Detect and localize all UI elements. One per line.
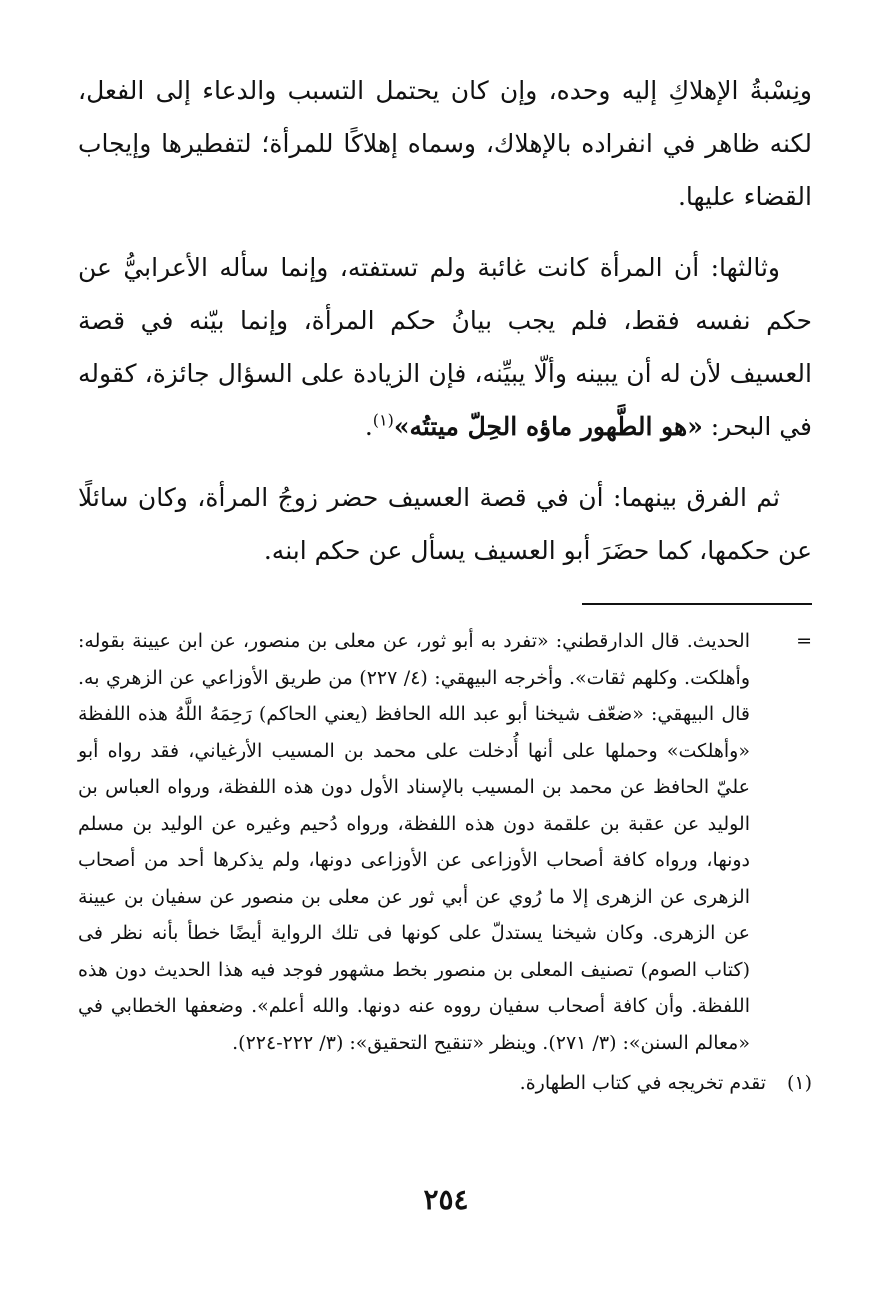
paragraph-3-text: ثم الفرق بينهما: أن في قصة العسيف حضر زوجُ المرأة، وكان سائلًا عن حكمها، كما حضَرَ أبو العسيف يسأل عن حكم ابنه.	[78, 483, 812, 565]
paragraph-1-text: ونِسْبةُ الإهلاكِ إليه وحده، وإن كان يحتمل التسبب والدعاء إلى الفعل، لكنه ظاهر في انفراده بالإهلاك، وسماه إهلاكًا للمرأة؛ لتفطيرها وإيجاب القضاء عليها.	[78, 76, 812, 211]
hadith-quote: «هو الطَّهور ماؤه الحِلّ ميتتُه»	[393, 412, 703, 441]
page-number: ٢٥٤	[423, 1183, 469, 1216]
book-page	[78, 64, 812, 1250]
footnote-continuation-text: الحديث. قال الدارقطني: «تفرد به أبو ثور، عن معلى بن منصور، عن ابن عيينة بقوله: وأهلكت. وكلهم ثقات». وأخرجه البيهقي: (٤/ ٢٢٧) من طريق الأوزاعي عن الزهري به. قال البيهقي: «ضعّف شيخنا أبو عبد الله الحافظ (يعني الحاكم) رَحِمَهُ اللَّهُ هذه اللفظة «وأهلكت» وحملها على أنها أُدخلت على محمد بن المسيب الأرغياني، فقد رواه أبو عليّ الحافظ عن محمد بن المسيب بالإسناد الأول دون هذه اللفظة، ورواه العباس بن الوليد عن عقبة بن علقمة دون هذه اللفظة، ورواه دُحيم وغيره عن الوليد بن مسلم دونها، ورواه كافة أصحاب الأوزاعى عن الأوزاعى دونها، ولم يذكرها أحد من أصحاب الزهرى عن الزهرى إلا ما رُوي عن أبي ثور عن معلى بن منصور عن سفيان بن عيينة عن الزهرى. وكان شيخنا يستدلّ على كونها فى تلك الرواية أيضًا خطأ بأنه نظر فى (كتاب الصوم) تصنيف المعلى بن منصور بخط مشهور فوجد فيه هذا الحديث دون هذه اللفظة. وأن كافة أصحاب سفيان رووه عنه دونها. والله أعلم». وضعفها الخطابي في «معالم السنن»: (٣/ ٢٧١). وينظر «تنقيح التحقيق»: (٣/ ٢٢٢-٢٢٤).	[78, 630, 750, 1054]
paragraph-3	[78, 471, 812, 577]
footnote-1-text: تقدم تخريجه في كتاب الطهارة.	[519, 1072, 766, 1094]
main-text	[78, 64, 812, 577]
footnote-1	[78, 1065, 812, 1102]
continuation-marker: =	[796, 630, 812, 652]
paragraph-2-text: وثالثها: أن المرأة كانت غائبة ولم تستفته، وإنما سأله الأعرابيُّ عن حكم نفسه فقط، فلم يجب بيانُ حكم المرأة، وإنما بيّنه في قصة العسيف لأن له أن يبينه وألّا يبيِّنه، فإن الزيادة على السؤال جائزة، كقوله في البحر:	[78, 253, 812, 441]
paragraph-2-end: .	[364, 412, 373, 441]
footnote-reference[interactable]: (١)	[372, 410, 394, 430]
footnote-1-marker: (١)	[786, 1072, 812, 1094]
footnotes	[78, 623, 812, 1102]
footnote-continuation	[78, 623, 812, 1061]
paragraph-1	[78, 64, 812, 223]
paragraph-2	[78, 241, 812, 453]
footnote-separator	[582, 603, 812, 605]
